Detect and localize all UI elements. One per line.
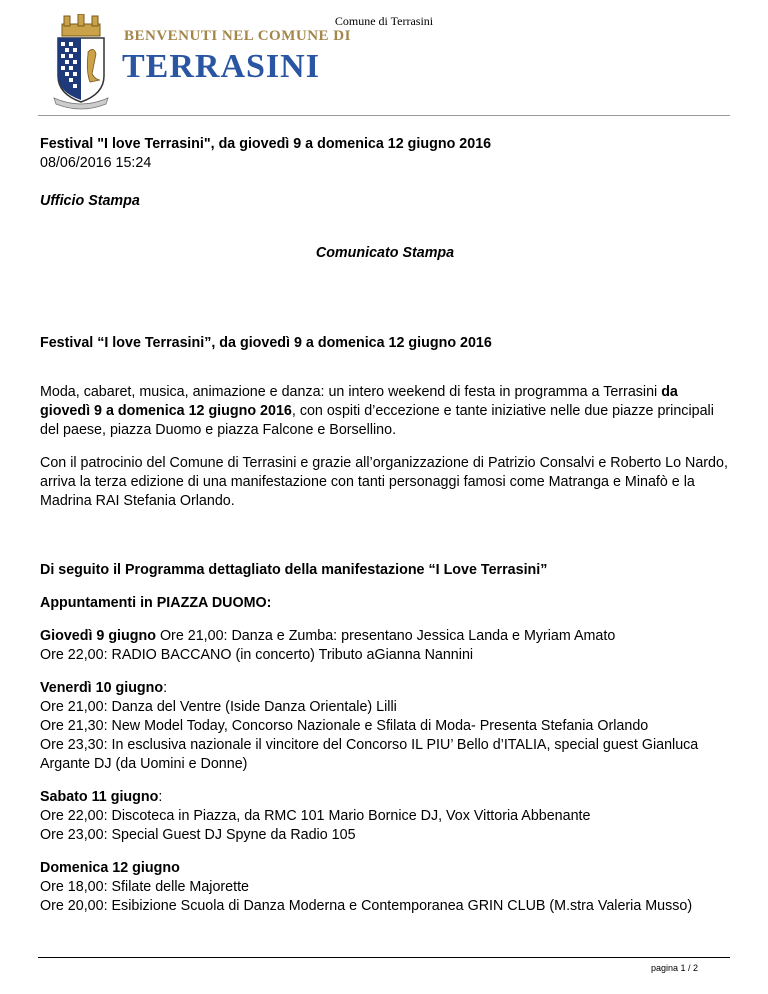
day-event: Ore 21,00: Danza e Zumba: presentano Jessica Landa e Myriam Amato: [155, 628, 616, 644]
day-block-friday: [40, 679, 730, 774]
day-label: Venerdì 10 giugno: [40, 680, 164, 696]
list-item: Ore 21,00: Danza del Ventre (Iside Danza Orientale) Lilli: [40, 699, 397, 715]
municipal-crest-icon: [50, 14, 112, 110]
list-item: Ore 22,00: Discoteca in Piazza, da RMC 101 Mario Bornice DJ, Vox Vittoria Abbenante: [40, 808, 591, 824]
day-suffix: :: [163, 680, 168, 696]
day-block-sunday: [40, 859, 730, 916]
list-item: [40, 627, 730, 646]
footer-divider: [38, 957, 730, 958]
article-datetime: 08/06/2016 15:24: [40, 155, 152, 171]
site-name: Comune di Terrasini: [334, 14, 434, 28]
sponsor-paragraph: Con il patrocinio del Comune di Terrasini e grazie all’organizzazione di Patrizio Consalvi e Roberto Lo Nardo, arriva la terza edizione di una manifestazione con tanti personaggi famosi come Matranga e Minafò e la Madrina RAI Stefania Orlando.: [40, 455, 728, 509]
list-item: Ore 23,30: In esclusiva nazionale il vincitore del Concorso IL PIU’ Bello d’ITALIA, special guest Gianluca Argante DJ (da Uomini e Donne): [40, 737, 699, 772]
list-item: [40, 679, 730, 698]
municipality-logo[interactable]: [50, 14, 351, 110]
venue-title: Appuntamenti in PIAZZA DUOMO:: [40, 595, 272, 611]
list-item: Ore 22,00: RADIO BACCANO (in concerto) Tributo aGianna Nannini: [40, 647, 474, 663]
intro-paragraph: [40, 383, 730, 440]
day-label: Sabato 11 giugno: [40, 789, 159, 805]
list-item: [40, 788, 730, 807]
press-office: Ufficio Stampa: [40, 193, 140, 209]
logo-welcome-text: BENVENUTI NEL COMUNE DI: [124, 28, 351, 44]
day-label: Domenica 12 giugno: [40, 860, 180, 876]
program-title: Di seguito il Programma dettagliato della manifestazione “I Love Terrasini”: [40, 562, 548, 578]
press-release-label: Comunicato Stampa: [315, 245, 455, 261]
list-item: Ore 21,30: New Model Today, Concorso Nazionale e Sfilata di Moda- Presenta Stefania Orlando: [40, 718, 649, 734]
day-suffix: :: [158, 789, 163, 805]
logo-town-name: TERRASINI: [122, 48, 320, 85]
intro-text-start: Moda, cabaret, musica, animazione e danza: un intero weekend di festa in programma a Terrasini: [40, 384, 662, 400]
day-block-saturday: [40, 788, 730, 845]
list-item: Ore 18,00: Sfilate delle Majorette: [40, 879, 250, 895]
header-divider: [38, 115, 730, 116]
list-item: Ore 23,00: Special Guest DJ Spyne da Radio 105: [40, 827, 356, 843]
list-item: Ore 20,00: Esibizione Scuola di Danza Moderna e Contemporanea GRIN CLUB (M.stra Valeria Musso): [40, 898, 693, 914]
page-number: pagina 1 / 2: [650, 963, 698, 973]
intro-dates: da giovedì 9 a domenica 12 giugno 2016: [40, 384, 678, 419]
article-body: [40, 135, 730, 916]
intro-text-end: , con ospiti d’eccezione e tante iniziative nelle due piazze principali del paese, piazza Duomo e piazza Falcone e Borsellino.: [40, 403, 714, 438]
day-label: Giovedì 9 giugno: [40, 628, 156, 644]
day-block-thursday: [40, 627, 730, 665]
article-headline: Festival “I love Terrasini”, da giovedì 9 a domenica 12 giugno 2016: [40, 335, 492, 351]
article-title: Festival "I love Terrasini", da giovedì 9 a domenica 12 giugno 2016: [40, 136, 492, 152]
